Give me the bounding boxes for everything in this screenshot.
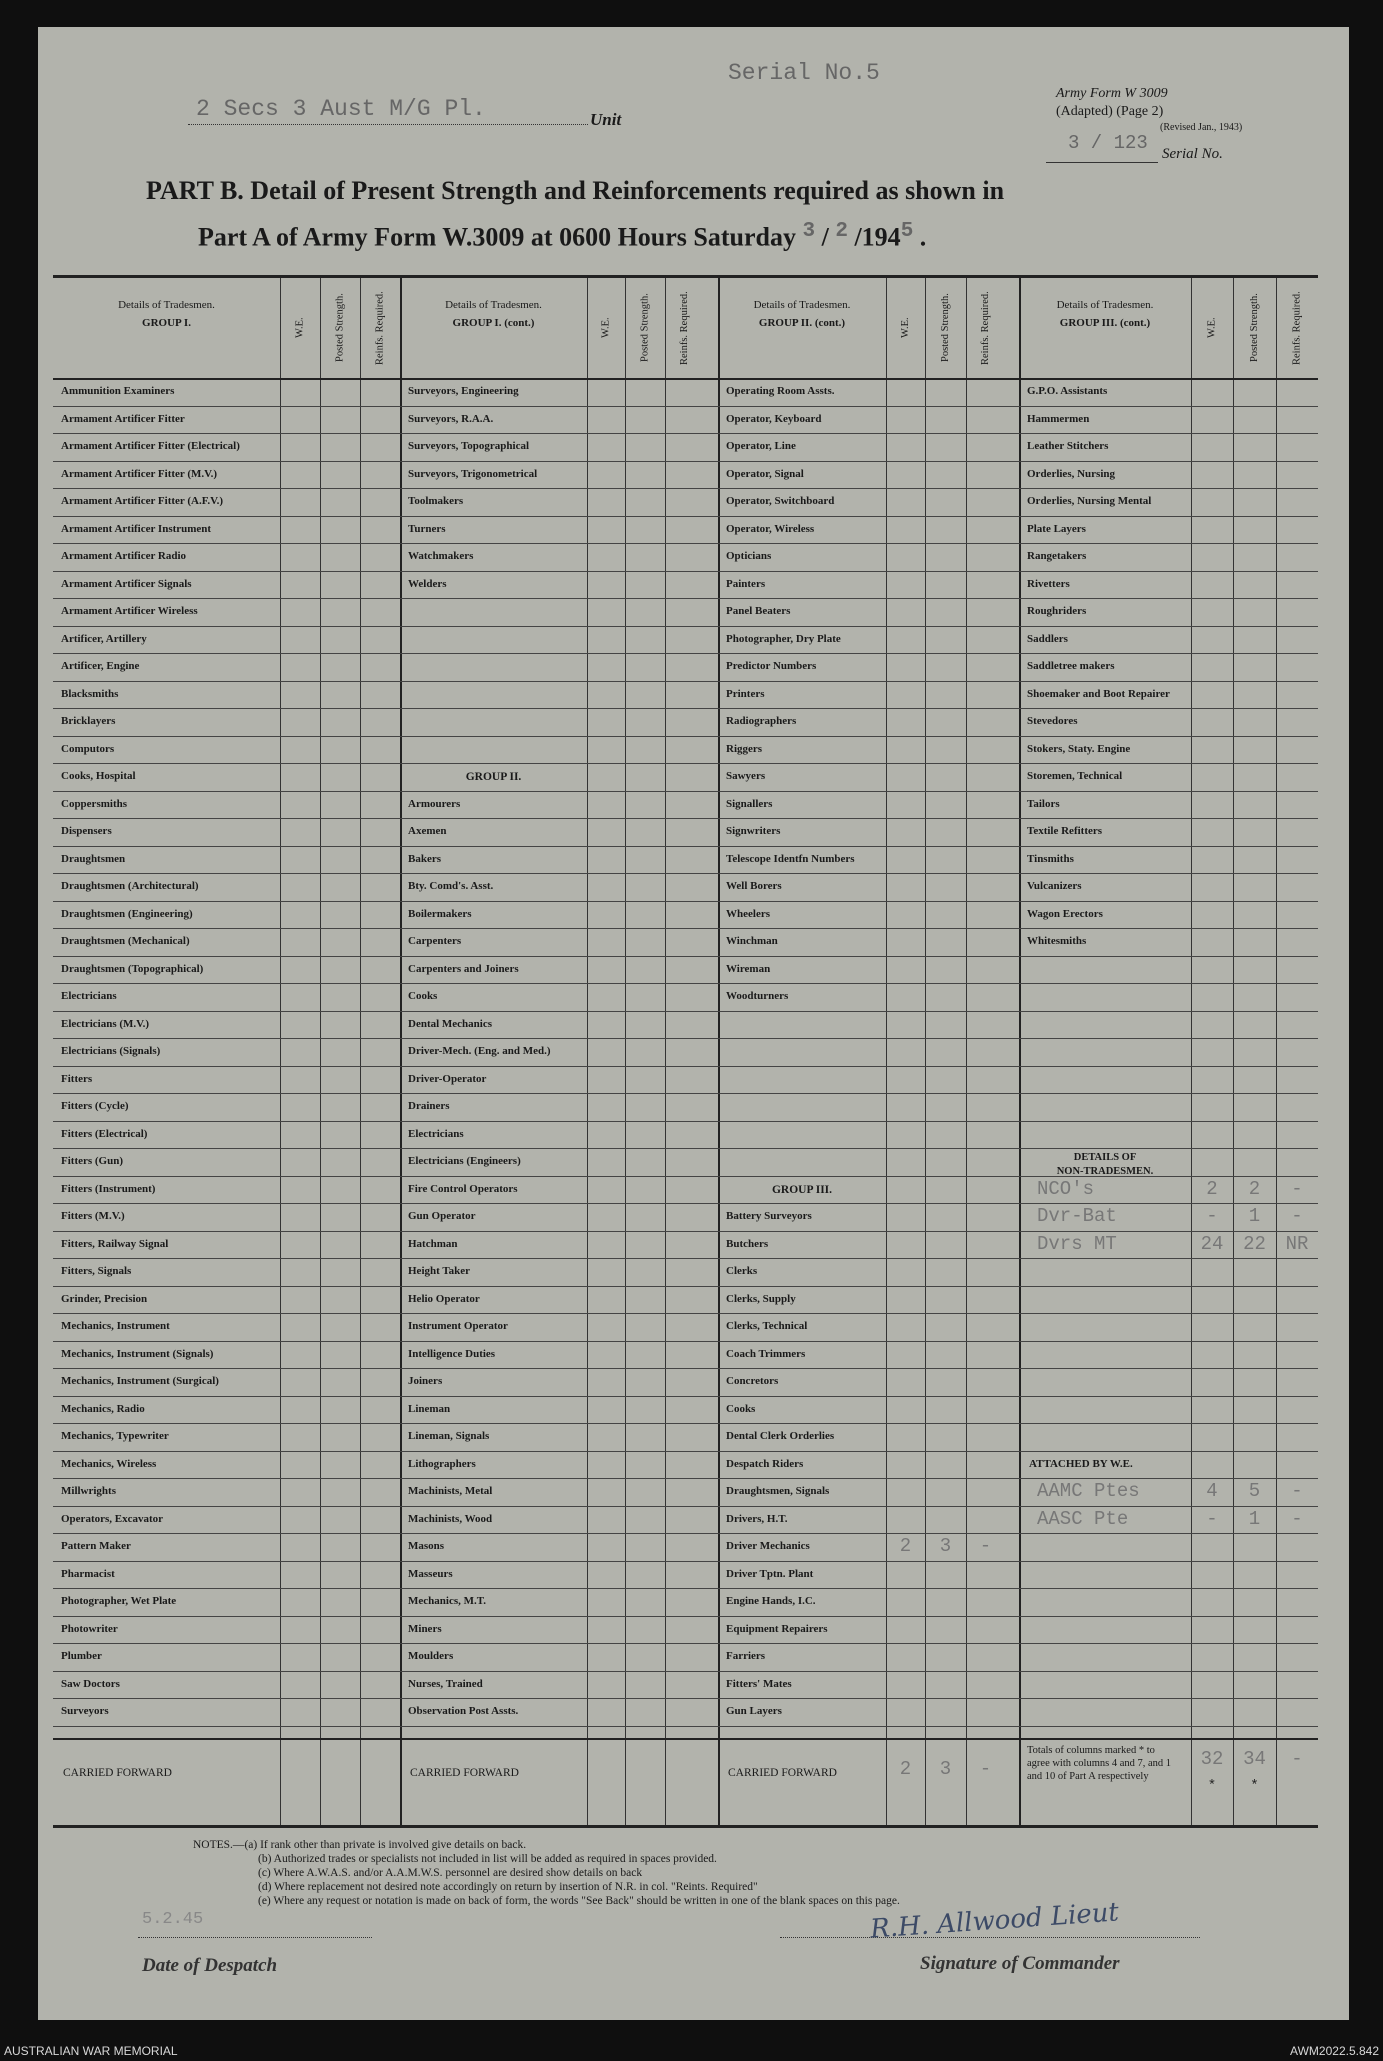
header-we: W.E.	[1206, 317, 1218, 339]
trade-row: Signallers	[726, 797, 773, 810]
trade-row: Orderlies, Nursing Mental	[1027, 495, 1152, 508]
trade-row: Draughtsmen (Engineering)	[61, 907, 193, 920]
trade-row: Machinists, Wood	[408, 1512, 493, 1525]
carried-forward-label: CARRIED FORWARD	[728, 1766, 837, 1779]
title-slash: /	[821, 222, 829, 252]
trade-row: Coppersmiths	[61, 797, 128, 810]
trade-row: Gun Operator	[408, 1210, 476, 1223]
trade-row: Welders	[408, 577, 447, 590]
column-divider	[320, 278, 321, 1825]
trade-row: Surveyors, R.A.A.	[408, 412, 494, 425]
header-reinfs: Reinfs. Required.	[980, 291, 991, 365]
trade-row: Fitters' Mates	[726, 1677, 792, 1690]
trade-row: Photowriter	[61, 1622, 118, 1635]
driver-mechanics-reinfs: -	[979, 1535, 992, 1557]
page-title-line2	[198, 220, 926, 253]
carried-forward-we: 2	[899, 1758, 912, 1780]
column-divider	[1191, 278, 1192, 1825]
trade-row: Armament Artificer Fitter	[61, 412, 185, 425]
trade-row: Bakers	[408, 852, 441, 865]
header-we: W.E.	[900, 317, 911, 339]
header-title: Details of Tradesmen.	[445, 299, 542, 311]
title-prefix: Part A of Army Form W.3009 at 0600 Hours Saturday	[198, 222, 796, 252]
trade-row: Blacksmiths	[61, 687, 119, 700]
signature-label: Signature of Commander	[920, 1953, 1120, 1974]
trade-row: Electricians (Engineers)	[408, 1155, 521, 1168]
header-title: Details of Tradesmen.	[753, 299, 851, 311]
trade-row: Vulcanizers	[1027, 880, 1082, 893]
trade-row: Operator, Keyboard	[726, 412, 822, 425]
trade-row: Cooks	[408, 990, 438, 1003]
trade-row: Painters	[726, 577, 766, 590]
column-divider	[1276, 278, 1277, 1825]
trade-row: Masseurs	[408, 1567, 453, 1580]
title-year-prefix: /194	[854, 222, 901, 252]
page-title-line1: PART B. Detail of Present Strength and Reinforcements required as shown in	[146, 176, 1005, 205]
header-group: GROUP III. (cont.)	[1059, 317, 1151, 329]
header-title: Details of Tradesmen.	[1056, 299, 1154, 311]
notes-label: NOTES.—	[193, 1839, 245, 1851]
trade-row: Artificer, Engine	[61, 660, 140, 673]
section-divider	[1019, 278, 1021, 1825]
trade-row: Electricians	[408, 1127, 464, 1140]
trade-row: Despatch Riders	[726, 1457, 804, 1470]
attached-we: 4	[1206, 1480, 1218, 1502]
trade-row: Printers	[726, 687, 765, 700]
trade-row: Lithographers	[408, 1457, 476, 1470]
trade-row: Drainers	[408, 1100, 450, 1113]
trade-row: Toolmakers	[408, 495, 464, 508]
trade-row: Fitters (Gun)	[61, 1155, 124, 1168]
trade-row: Engine Hands, I.C.	[726, 1595, 816, 1608]
column-divider	[280, 278, 281, 1825]
trade-row: Shoemaker and Boot Repairer	[1027, 687, 1170, 700]
header-posted: Posted Strength.	[334, 293, 346, 363]
non-tradesmen-heading: DETAILS OF	[1073, 1151, 1137, 1163]
trade-row: Pharmacist	[61, 1567, 115, 1580]
trade-row: Armament Artificer Wireless	[61, 605, 198, 618]
header-group: GROUP I. (cont.)	[452, 317, 535, 329]
column-header-4	[1019, 298, 1191, 330]
trade-row: Turners	[408, 522, 446, 535]
trade-row: Masons	[408, 1540, 445, 1553]
trade-row: Mechanics, M.T.	[408, 1595, 487, 1608]
header-reinfs: Reinfs. Required.	[374, 291, 386, 365]
header-reinfs: Reinfs. Required.	[679, 291, 690, 365]
totals-note: Totals of columns marked * to agree with columns 4 and 7, and 1 and 10 of Part A respectively	[1027, 1745, 1172, 1782]
serial-underline	[1046, 162, 1158, 163]
header-group: GROUP II. (cont.)	[758, 317, 846, 329]
trade-row: Draughtsmen, Signals	[726, 1485, 830, 1498]
commander-signature: R.H. Allwood Lieut	[869, 1897, 1120, 1945]
trade-row: Armament Artificer Radio	[61, 550, 187, 563]
trade-row: Wheelers	[726, 907, 770, 920]
trade-row: Predictor Numbers	[726, 660, 817, 673]
total-we: 32	[1200, 1748, 1224, 1770]
trade-row: Armament Artificer Fitter (M.V.)	[61, 467, 218, 480]
section-divider	[400, 278, 402, 1825]
column-divider	[665, 278, 666, 1825]
carried-forward-rule	[53, 1738, 1318, 1740]
trade-row: Opticians	[726, 550, 772, 563]
row-rule	[53, 1726, 1318, 1727]
trade-row: Well Borers	[726, 880, 782, 893]
trade-row: Draughtsmen (Mechanical)	[61, 935, 190, 948]
trade-row: Tinsmiths	[1027, 852, 1074, 865]
trade-row: Plumber	[61, 1650, 102, 1663]
trade-row: Butchers	[726, 1237, 769, 1250]
unit-underline	[188, 124, 588, 125]
trade-row: Drivers, H.T.	[726, 1512, 788, 1525]
archive-left: AUSTRALIAN WAR MEMORIAL	[4, 2044, 178, 2058]
trade-row: Mechanics, Typewriter	[61, 1430, 169, 1443]
form-adapted: (Adapted) (Page 2)	[1056, 104, 1164, 119]
trade-row: Gun Layers	[726, 1705, 782, 1718]
trade-row: Orderlies, Nursing	[1027, 467, 1115, 480]
trade-row: Mechanics, Instrument	[61, 1320, 170, 1333]
trade-row: Dispensers	[61, 825, 112, 838]
trade-row: Battery Surveyors	[726, 1210, 812, 1223]
unit-typed: 2 Secs 3 Aust M/G Pl.	[196, 96, 486, 122]
trade-row: Coach Trimmers	[726, 1347, 806, 1360]
trade-row: Fitters (Electrical)	[61, 1127, 148, 1140]
form-name: Army Form W 3009	[1056, 86, 1168, 101]
non-tradesman-posted: 2	[1248, 1177, 1261, 1200]
trade-row: Operator, Line	[726, 440, 796, 453]
trade-row: Fitters (M.V.)	[61, 1210, 125, 1223]
non-tradesman-label: Dvrs MT	[1037, 1232, 1117, 1255]
non-tradesmen-heading-2: NON-TRADESMEN.	[1056, 1165, 1154, 1177]
trade-row: Lineman	[408, 1402, 451, 1415]
header-reinfs: Reinfs. Required.	[1291, 291, 1303, 365]
trade-row: Ammunition Examiners	[61, 385, 175, 398]
attached-posted: 1	[1248, 1507, 1261, 1530]
trade-row: Artificer, Artillery	[61, 632, 147, 645]
trade-row: Clerks	[726, 1265, 758, 1278]
trade-row: Electricians	[61, 990, 117, 1003]
trade-row: Driver-Operator	[408, 1072, 487, 1085]
trade-row: Hammermen	[1027, 412, 1090, 425]
header-posted: Posted Strength.	[639, 293, 651, 363]
trade-row: Rangetakers	[1027, 550, 1087, 563]
trade-row: Electricians (M.V.)	[61, 1017, 150, 1030]
trade-row: Fitters, Railway Signal	[61, 1237, 169, 1250]
column-header-2	[400, 298, 587, 330]
trade-row: Armament Artificer Signals	[61, 577, 192, 590]
notes-block	[193, 1838, 900, 1908]
trade-row: Fitters (Instrument)	[61, 1182, 156, 1195]
trade-row: Observation Post Assts.	[408, 1705, 519, 1718]
unit-label: Unit	[590, 110, 622, 129]
trade-row: Wireman	[726, 962, 771, 975]
strength-table	[53, 275, 1318, 1828]
trade-row: Fitters, Signals	[61, 1265, 132, 1278]
trade-row: Miners	[408, 1622, 442, 1635]
trade-row: Saddletree makers	[1027, 660, 1115, 673]
trade-row: Surveyors, Topographical	[408, 440, 530, 453]
column-divider	[966, 278, 967, 1825]
header-we: W.E.	[294, 317, 306, 339]
trade-row: Winchman	[726, 935, 778, 948]
attached-heading: ATTACHED BY W.E.	[1029, 1457, 1133, 1470]
total-posted: 34	[1243, 1748, 1266, 1770]
despatch-typed: 5.2.45	[142, 1910, 204, 1929]
trade-row: Armament Artificer Fitter (Electrical)	[61, 440, 240, 453]
trade-row: Lineman, Signals	[408, 1430, 490, 1443]
trade-row: Signwriters	[726, 825, 781, 838]
trade-row: Telescope Identfn Numbers	[726, 852, 855, 865]
trade-row: Operator, Signal	[726, 467, 804, 480]
title-month: 2	[835, 220, 848, 243]
trade-row: Stokers, Staty. Engine	[1027, 742, 1131, 755]
trade-row: Surveyors, Engineering	[408, 385, 519, 398]
title-day: 3	[802, 220, 816, 243]
header-we: W.E.	[600, 317, 612, 339]
total-posted-star: *	[1250, 1778, 1259, 1794]
trade-row: Driver-Mech. (Eng. and Med.)	[408, 1045, 551, 1058]
non-tradesman-posted: 22	[1243, 1232, 1266, 1255]
total-reinfs: -	[1291, 1748, 1303, 1770]
attached-reinfs: -	[1291, 1480, 1303, 1502]
trade-row: Driver Tptn. Plant	[726, 1567, 814, 1580]
carried-forward-posted: 3	[939, 1758, 952, 1780]
trade-row: Sawyers	[726, 770, 766, 783]
trade-row: Pattern Maker	[61, 1540, 131, 1553]
trade-row: Farriers	[726, 1650, 766, 1663]
non-tradesman-we: 2	[1206, 1177, 1218, 1200]
header-posted: Posted Strength.	[1249, 293, 1260, 363]
non-tradesman-label: NCO's	[1037, 1177, 1095, 1200]
title-year-digit: 5	[900, 220, 914, 243]
trade-row: Driver Mechanics	[726, 1540, 810, 1553]
trade-row: Bricklayers	[61, 715, 116, 728]
trade-row: Draughtsmen (Topographical)	[61, 962, 204, 975]
non-tradesman-we: -	[1206, 1205, 1218, 1227]
trade-row: Wagon Erectors	[1027, 907, 1103, 920]
trade-row: Fitters	[61, 1072, 93, 1085]
trade-row: Surveyors, Trigonometrical	[408, 467, 538, 480]
archive-right: AWM2022.5.842	[1290, 2044, 1379, 2058]
trade-row: Machinists, Metal	[408, 1485, 493, 1498]
trade-row: Operator, Wireless	[726, 522, 815, 535]
trade-row: Saw Doctors	[61, 1677, 120, 1690]
trade-row: Whitesmiths	[1027, 935, 1087, 948]
trade-row: Clerks, Supply	[726, 1292, 796, 1305]
trade-row: Mechanics, Instrument (Signals)	[61, 1347, 214, 1360]
trade-row: Carpenters and Joiners	[408, 962, 519, 975]
trade-row: Fire Control Operators	[408, 1182, 518, 1195]
trade-row: Moulders	[408, 1650, 454, 1663]
notes-line-b: (b) Authorized trades or specialists not included in list will be added as required in spaces provided.	[258, 1853, 717, 1865]
trade-row: Cooks, Hospital	[61, 770, 136, 783]
trade-row: Operator, Switchboard	[726, 495, 835, 508]
non-tradesman-reinfs: NR	[1285, 1232, 1309, 1255]
trade-row: Mechanics, Instrument (Surgical)	[61, 1375, 219, 1388]
group-heading: GROUP II.	[465, 771, 522, 783]
trade-row: Cooks	[726, 1402, 756, 1415]
trade-row: Woodturners	[726, 990, 789, 1003]
trade-row: Roughriders	[1027, 605, 1087, 618]
trade-row: Joiners	[408, 1375, 443, 1388]
trade-row: Fitters (Cycle)	[61, 1100, 129, 1113]
header-title: Details of Tradesmen.	[118, 299, 215, 311]
attached-label: AAMC Ptes	[1037, 1480, 1140, 1502]
group-heading: GROUP III.	[771, 1183, 833, 1196]
driver-mechanics-we: 2	[899, 1535, 912, 1557]
trade-row: Helio Operator	[408, 1292, 480, 1305]
trade-row: Concretors	[726, 1375, 779, 1388]
trade-row: Storemen, Technical	[1027, 770, 1123, 783]
column-divider	[1233, 278, 1234, 1825]
trade-row: Height Taker	[408, 1265, 471, 1278]
trade-row: Mechanics, Wireless	[61, 1457, 157, 1470]
notes-line-e: (e) Where any request or notation is made on back of form, the words "See Back" should be written in one of the blank spaces on this page.	[258, 1895, 900, 1907]
trade-row: Radiographers	[726, 715, 797, 728]
trade-row: Operators, Excavator	[61, 1512, 164, 1525]
column-divider	[625, 278, 626, 1825]
carried-forward-label: CARRIED FORWARD	[410, 1766, 519, 1779]
column-header-1	[53, 298, 280, 330]
despatch-label: Date of Despatch	[142, 1955, 278, 1976]
trade-row: Equipment Repairers	[726, 1622, 828, 1635]
trade-row: Panel Beaters	[726, 605, 791, 618]
notes-line-d: (d) Where replacement not desired note accordingly on return by insertion of N.R. in col. "Reints. Required"	[258, 1881, 758, 1893]
trade-row: Armourers	[408, 797, 461, 810]
trade-row: Mechanics, Radio	[61, 1402, 145, 1415]
attached-reinfs: -	[1291, 1507, 1303, 1530]
trade-row: Photographer, Dry Plate	[726, 632, 841, 645]
column-divider	[925, 278, 926, 1825]
trade-row: Draughtsmen (Architectural)	[61, 880, 199, 893]
column-header-3	[718, 298, 886, 330]
header-posted: Posted Strength.	[940, 293, 951, 363]
section-divider	[718, 278, 720, 1825]
trade-row: Textile Refitters	[1027, 825, 1103, 838]
driver-mechanics-posted: 3	[939, 1535, 952, 1557]
trade-row: G.P.O. Assistants	[1027, 385, 1108, 398]
trade-row: Stevedores	[1027, 715, 1078, 728]
trade-row: Intelligence Duties	[408, 1347, 496, 1360]
trade-row: Armament Artificer Fitter (A.F.V.)	[61, 495, 224, 508]
notes-line-a: NOTES.—(a) If rank other than private is involved give details on back.	[193, 1839, 527, 1851]
attached-posted: 5	[1248, 1480, 1261, 1502]
serial-label: Serial No.	[1162, 146, 1223, 162]
trade-row: Computors	[61, 742, 115, 755]
carried-forward-label: CARRIED FORWARD	[63, 1766, 172, 1779]
serial-typed: Serial No.5	[728, 60, 880, 86]
trade-row: Operating Room Assts.	[726, 385, 835, 398]
trade-row: Hatchman	[408, 1237, 458, 1250]
trade-row: Carpenters	[408, 935, 462, 948]
trade-row: Leather Stitchers	[1027, 440, 1109, 453]
trade-row: Riggers	[726, 742, 763, 755]
trade-row: Millwrights	[61, 1485, 116, 1498]
non-tradesman-label: Dvr-Bat	[1037, 1205, 1117, 1227]
total-we-star: *	[1207, 1778, 1217, 1794]
trade-row: Boilermakers	[408, 907, 472, 920]
trade-row: Instrument Operator	[408, 1320, 508, 1333]
trade-row: Tailors	[1027, 797, 1060, 810]
attached-we: -	[1206, 1507, 1218, 1530]
trade-row: Plate Layers	[1027, 522, 1086, 535]
despatch-underline	[138, 1937, 372, 1938]
trade-row: Photographer, Wet Plate	[61, 1595, 177, 1608]
trade-row: Electricians (Signals)	[61, 1045, 161, 1058]
trade-row: Dental Mechanics	[408, 1017, 493, 1030]
signature-underline	[780, 1937, 1200, 1938]
trade-row: Clerks, Technical	[726, 1320, 808, 1333]
trade-row: Armament Artificer Instrument	[61, 522, 212, 535]
non-tradesman-posted: 1	[1248, 1205, 1261, 1227]
column-divider	[886, 278, 887, 1825]
non-tradesman-reinfs: -	[1291, 1205, 1303, 1227]
trade-row: Bty. Comd's. Asst.	[408, 880, 494, 893]
notes-line-c: (c) Where A.W.A.S. and/or A.A.M.W.S. personnel are desired show details on back	[258, 1867, 643, 1879]
trade-row: Saddlers	[1027, 632, 1068, 645]
title-period: .	[913, 222, 927, 252]
serial-value: 3 / 123	[1068, 132, 1148, 154]
carried-forward-reinfs: -	[979, 1758, 992, 1780]
trade-row: Surveyors	[61, 1705, 109, 1718]
form-revised: (Revised Jan., 1943)	[1160, 122, 1243, 133]
trade-row: Rivetters	[1027, 577, 1070, 590]
column-divider	[360, 278, 361, 1825]
trade-row: Draughtsmen	[61, 852, 126, 865]
attached-label: AASC Pte	[1037, 1507, 1129, 1530]
trade-row: Grinder, Precision	[61, 1292, 148, 1305]
non-tradesman-reinfs: -	[1291, 1177, 1303, 1200]
header-group: GROUP I.	[142, 317, 191, 329]
trade-row: Dental Clerk Orderlies	[726, 1430, 835, 1443]
non-tradesman-we: 24	[1200, 1232, 1224, 1255]
column-divider	[587, 278, 588, 1825]
trade-row: Axemen	[408, 825, 447, 838]
trade-row: Watchmakers	[408, 550, 474, 563]
trade-row: Nurses, Trained	[408, 1677, 483, 1690]
